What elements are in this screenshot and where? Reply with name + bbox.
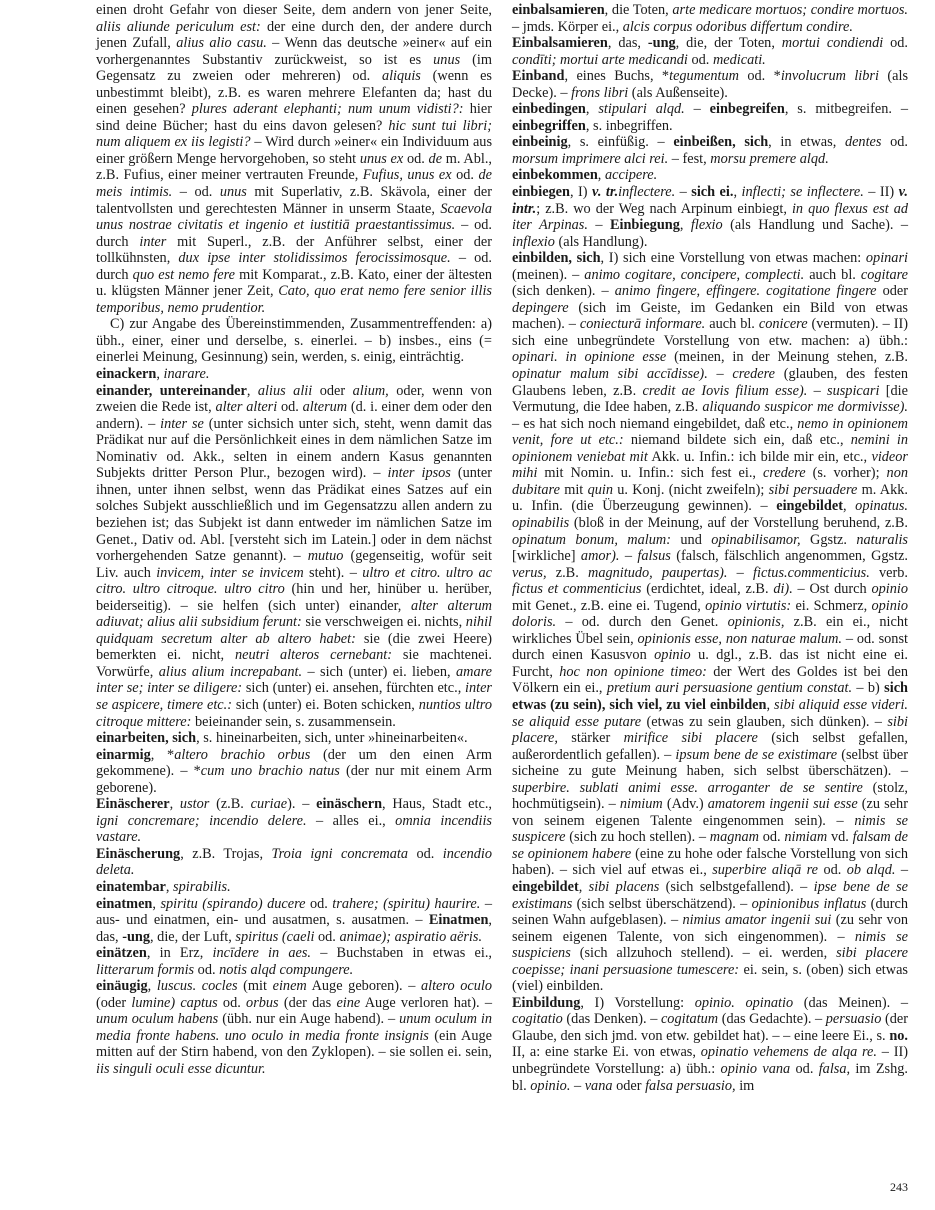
dictionary-entry: Einbalsamieren, das, -ung, die, der Toten, mortui condiendi od. condīti; mortui arte medicandi od. medicati. [512, 35, 908, 68]
right-column [512, 2, 908, 1094]
dictionary-entry: einbilden, sich, I) sich eine Vorstellung von etwas machen: opinari (meinen). – animo cogitare, concipere, complecti. auch bl. cogitare (sich denken). – animo fingere, effingere. cogitatione fingere oder depingere (sich im Geiste, im Gedanken ein Bild von etwas machen). – coniecturā informare. auch bl. conicere (vermuten). – II) sich eine unbegründete Vorstellung von etw. machen: a) übh.: opinari. in opinione esse (meinen, in der Meinung stehen, z.B. opinatur malum sibi accīdisse). – credere (glauben, des festen Glaubens leben, z.B. credit ae Iovis filium esse). – suspicari [die Vermutung, die Idee haben, z.B. aliquando suspicor me dormivisse). – es hat sich noch niemand eingebildet, daß etc., nemo in opinionem venit, fore ut etc.: niemand bildete sich ein, daß etc., nemini in opinionem veniebat mit Akk. u. Infin.: ich bilde mir ein, etc., videor mihi mit Nomin. u. Infin.: sich fest ei., credere (s. vorher); non dubitare mit quin u. Konj. (nicht zweifeln); sibi persuadere m. Akk. u. Infin. (die Überzeugung gewinnen). – eingebildet, opinatus. opinabilis (bloß in der Meinung, auf der Vorstellung beruhend, z.B. opinatum bonum, malum: und opinabilisamor, Ggstz. naturalis [wirkliche] amor). – falsus (falsch, fälschlich angenommen, Ggstz. verus, z.B. magnitudo, paupertas). – fictus.commenticius. verb. fictus et commenticius (erdichtet, ideal, z.B. di). – Ost durch opinio mit Genet., z.B. eine ei. Tugend, opinio virtutis: ei. Schmerz, opinio doloris. – od. durch den Genet. opinionis, z.B. ein ei., nicht wirkliches Übel sein, opinionis esse, non naturae malum. – od. sonst durch einen Kasusvon opinio u. dgl., z.B. das ist nicht eine ei. Furcht, hoc non opinione timeo: der Wert des Goldes ist bei den Völkern ein ei., pretium auri persuasione gentium constat. – b) sich etwas (zu sein), sich viel, zu viel einbilden, sibi aliquid esse videri. se aliquid esse putare (etwas zu sein glauben, sich dünken). – sibi placere, stärker mirifice sibi placere (sich selbst gefallen, außerordentlich gefallen). – ipsum bene de se existimare (selbst über sicheine zu gute Meinung haben, sich selbst überschätzen). – superbire. sublati animi esse. arroganter de se sentire (stolz, hochmütigsein). – nimium (Adv.) amatorem ingenii sui esse (zu sehr von seinem eigenen Talente eingenommen sein). – nimis se suspicere (sich zu hoch stellen). – magnam od. nimiam vd. falsam de se opinionem habere (eine zu hohe oder falsche Vorstellung von sich haben). – sich viel auf etwas ei., superbire aliqā re od. ob alqd. – eingebildet, sibi placens (sich selbstgefallend). – ipse bene de se existimans (sich selbst überschätzend). – opinionibus inflatus (durch seinen Wahn aufgeblasen). – nimius amator ingenii sui (zu sehr von seinem eigenen Talente, von sich eingenommen). – nimis se suspiciens (sich allzuhoch stellend). – ei. werden, sibi placere coepisse; inani persuasione tumescere: ei. sein, s. (oben) sich etwas (viel) einbilden. [512, 250, 909, 995]
dictionary-entry: einbekommen, accipere. [512, 167, 658, 184]
dictionary-entry: Einäscherer, ustor (z.B. curiae). – einäschern, Haus, Stadt etc., igni concremare; incendio delere. – alles ei., omnia incendiis vastare. [96, 796, 492, 846]
page-number: 243 [890, 1180, 908, 1194]
dictionary-entry: Einband, eines Buchs, *tegumentum od. *involucrum libri (als Decke). – frons libri (als Außenseite). [512, 68, 909, 101]
dictionary-entry: einbiegen, I) v. tr.inflectere. – sich ei., inflecti; se inflectere. – II) v. intr.; z.B. wo der Weg nach Arpinum einbiegt, in quo flexus est ad iter Arpinas. – Einbiegung, flexio (als Handlung und Sache). – inflexio (als Handlung). [512, 184, 909, 250]
dictionary-entry: einander, untereinander, alius alii oder alium, oder, wenn von zweien die Rede ist, alter alteri od. alterum (d. i. einer dem oder den andern). – inter se (unter sichsich unter sich, steht, wenn damit das Prädikat nur auf die Persönlichkeit eines in dem nämlichen Satze im Nominativ od. Akk., selten in einem andern Kasus genannten Subjekts dritter Person Plur., bezogen wird). – inter ipsos (unter ihnen, unter ihnen selbst, wenn das Prädikat eines Satzes auf ein solches Subjekt ausschließlich und im Gegensatzzu allen andern zu beziehen ist; das Subjekt ist dann entweder im nämlichen Satze im Genet., Dativ od. Abl. [versteht sich im Latein.] oder in dem nächst vorhergehenden Satze genannt). – mutuo (gegenseitig, wofür seit Liv. auch invicem, inter se invicem steht). – ultro et citro. ultro ac citro. ultro citroque. ultro citro (hin und her, hinüber u. herüber, beiderseitig). – sie helfen (sich unter) einander, alter alterum adiuvat; alius alii subsidium ferunt: sie verschweigen ei. nichts, nihil quidquam secretum alter ab altero habet: sie (die zwei Heere) bemerkten ei. nicht, neutri alteros cernebant: sie machtenei. Vorwürfe, alius alium increpabant. – sich (unter) ei. lieben, amare inter se; inter se diligere: sich (unter) ei. ansehen, fürchten etc., inter se aspicere, timere etc.: sich (unter) ei. Boten schicken, nuntios ultro citroque mittere: beieinander sein, s. zusammensein. [96, 382, 493, 730]
dictionary-entry: C) zur Angabe des Übereinstimmenden, Zusammentreffenden: a) übh., einer, einer und derselbe, s. einerlei. – b) insbes., eins (= einerlei Meinung, Gesinnung) sein, werden, s. einig, einträchtig. [96, 316, 492, 366]
dictionary-entry: einackern, inarare. [96, 366, 210, 383]
dictionary-entry: einbedingen, stipulari alqd. – einbegreifen, s. mitbegreifen. – einbegriffen, s. inbegriffen. [512, 101, 909, 134]
dictionary-entry: Einäscherung, z.B. Trojas, Troia igni concremata od. incendio deleta. [96, 845, 492, 879]
dictionary-entry: einäugig, luscus. cocles (mit einem Auge geboren). – altero oculo (oder lumine) captus od. orbus (der das eine Auge verloren hat). – unum oculum habens (übh. nur ein Auge habend). – unum oculum in media fronte habens. uno oculo in media fronte insignis (ein Auge mitten auf der Stirn habend, von den Zyklopen). – sie sollen ei. sein, iis singuli oculi esse dicuntur. [96, 978, 492, 1077]
dictionary-entry: einatembar, spirabilis. [96, 878, 231, 895]
dictionary-entry: Einbildung, I) Vorstellung: opinio. opinatio (das Meinen). – cogitatio (das Denken). – cogitatum (das Gedachte). – persuasio (der Glaube, den sich jmd. von etw. gebildet hat). – – eine leere Ei., s. no. II, a: eine starke Ei. von etwas, opinatio vehemens de alqa re. – II) unbegründete Vorstellung: a) übh.: opinio vana od. falsa, im Zshg. bl. opinio. – vana oder falsa persuasio, im [512, 994, 908, 1094]
dictionary-entry: einatmen, spiritu (spirando) ducere od. trahere; (spiritu) haurire. – aus- und einatmen, ein- und ausatmen, s. ausatmen. – Einatmen, das, -ung, die, der Luft, spiritus (caeli od. animae); aspiratio aëris. [96, 895, 492, 945]
left-column [96, 2, 492, 1078]
dictionary-entry: einbalsamieren, die Toten, arte medicare mortuos; condire mortuos. – jmds. Körper ei., alcis corpus odoribus differtum condire. [512, 2, 908, 35]
dictionary-entry: einarbeiten, sich, s. hineinarbeiten, sich, unter »hineinarbeiten«. [96, 730, 468, 747]
dictionary-entry: einätzen, in Erz, incīdere in aes. – Buchstaben in etwas ei., litterarum formis od. notis alqd compungere. [96, 945, 492, 978]
dictionary-entry: einbeinig, s. einfüßig. – einbeißen, sich, in etwas, dentes od. morsum imprimere alci rei. – fest, morsu premere alqd. [512, 134, 908, 167]
dictionary-entry: einen droht Gefahr von dieser Seite, dem andern von jener Seite, aliis aliunde periculum est: der eine durch den, der andere durch jenen Zufall, alius alio casu. – Wenn das deutsche »einer« auf ein vorhergenanntes Substantiv zurückweist, so ist es unus (im Gegensatz zu zweien oder mehreren) od. aliquis (wenn es unbestimmt bleibt), z.B. es waren mehrere Elefanten da; hast du einen gesehen? plures aderant elephanti; num unum vidisti?: hier sind deine Bücher; hast du eins davon gelesen? hic sunt tui libri; num aliquem ex iis legisti? – Wird durch »einer« ein Individuum aus einer größern Menge hervorgehoben, so steht unus ex od. de m. Abl., z.B. Fufius, einer meiner vertrauten Freunde, Fufius, unus ex od. de meis intimis. – od. unus mit Superlativ, z.B. Skävola, einer der talentvollsten und gerechtesten Männer in unserm Staate, Scaevola unus nostrae civitatis et ingenio et iustitiā praestantissimus. – od. durch inter mit Superl., z.B. der Anführer selbst, einer der tollkühnsten, dux ipse inter stolidissimos ferocissimosque. – od. durch quo est nemo fere mit Komparat., z.B. Kato, einer der ältesten u. klügsten Männer jener Zeit, Cato, quo erat nemo fere senior illis temporibus, nemo prudentior. [96, 2, 493, 316]
dictionary-entry: einarmig, *altero brachio orbus (der um den einen Arm gekommene). – *cum uno brachio natus (der nur mit einem Arm geborene). [96, 746, 492, 796]
